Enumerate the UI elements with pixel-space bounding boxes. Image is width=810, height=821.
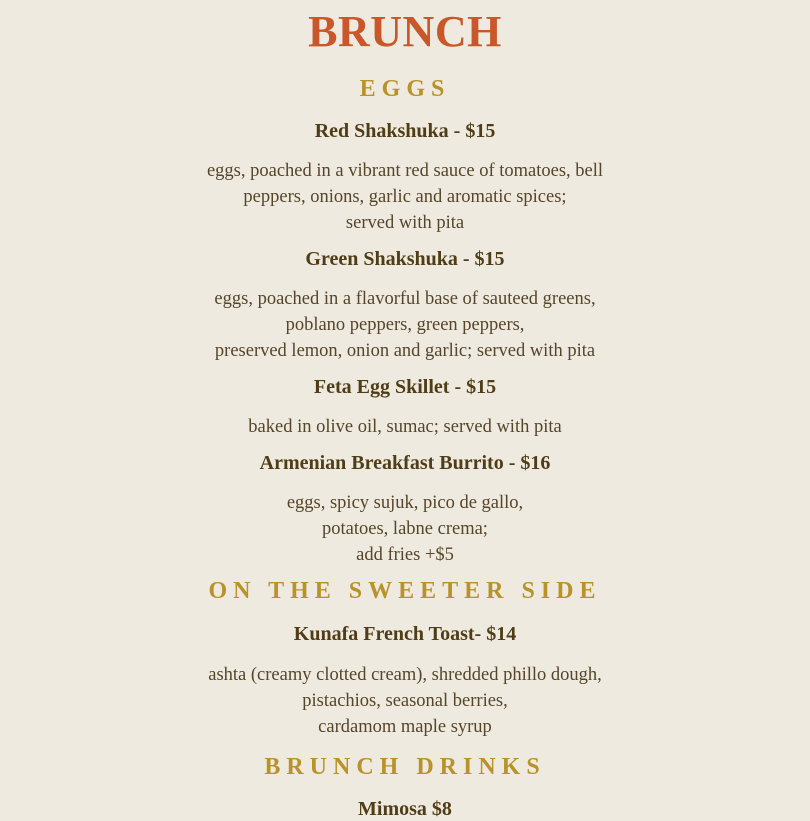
description-line: cardamom maple syrup bbox=[318, 717, 492, 737]
item-green-shakshuka-description bbox=[0, 286, 810, 364]
description-line: ashta (creamy clotted cream), shredded phillo dough, bbox=[208, 665, 602, 685]
item-kunafa-description bbox=[0, 662, 810, 740]
item-feta-egg-skillet-description bbox=[0, 414, 810, 440]
menu-title: BRUNCH bbox=[308, 7, 502, 56]
description-line: preserved lemon, onion and garlic; served with pita bbox=[214, 341, 596, 361]
description-line: served with pita bbox=[345, 213, 465, 233]
section-eggs: EGGS bbox=[359, 76, 451, 102]
section-sweeter-side: ON THE SWEETER SIDE bbox=[208, 578, 602, 604]
description-line: poblano peppers, green peppers, bbox=[285, 315, 525, 335]
item-red-shakshuka-description bbox=[0, 158, 810, 236]
description-line: baked in olive oil, sumac; served with pita bbox=[248, 417, 562, 437]
item-kunafa-french-toast: Kunafa French Toast- $14 bbox=[293, 623, 517, 645]
item-mimosa: Mimosa $8 bbox=[358, 798, 452, 820]
section-brunch-drinks: BRUNCH DRINKS bbox=[264, 754, 546, 780]
item-burrito-description bbox=[0, 490, 810, 568]
description-line: eggs, poached in a vibrant red sauce of tomatoes, bell bbox=[206, 161, 604, 181]
description-line: eggs, spicy sujuk, pico de gallo, bbox=[286, 493, 524, 513]
description-line: peppers, onions, garlic and aromatic spices; bbox=[243, 187, 567, 207]
item-armenian-breakfast-burrito: Armenian Breakfast Burrito - $16 bbox=[259, 452, 551, 474]
description-line: add fries +$5 bbox=[356, 545, 454, 565]
description-line: pistachios, seasonal berries, bbox=[302, 691, 508, 711]
item-red-shakshuka: Red Shakshuka - $15 bbox=[314, 120, 496, 142]
description-line: potatoes, labne crema; bbox=[322, 519, 488, 539]
item-green-shakshuka: Green Shakshuka - $15 bbox=[305, 248, 505, 270]
description-line: eggs, poached in a flavorful base of sauteed greens, bbox=[214, 289, 596, 309]
item-feta-egg-skillet: Feta Egg Skillet - $15 bbox=[313, 376, 497, 398]
